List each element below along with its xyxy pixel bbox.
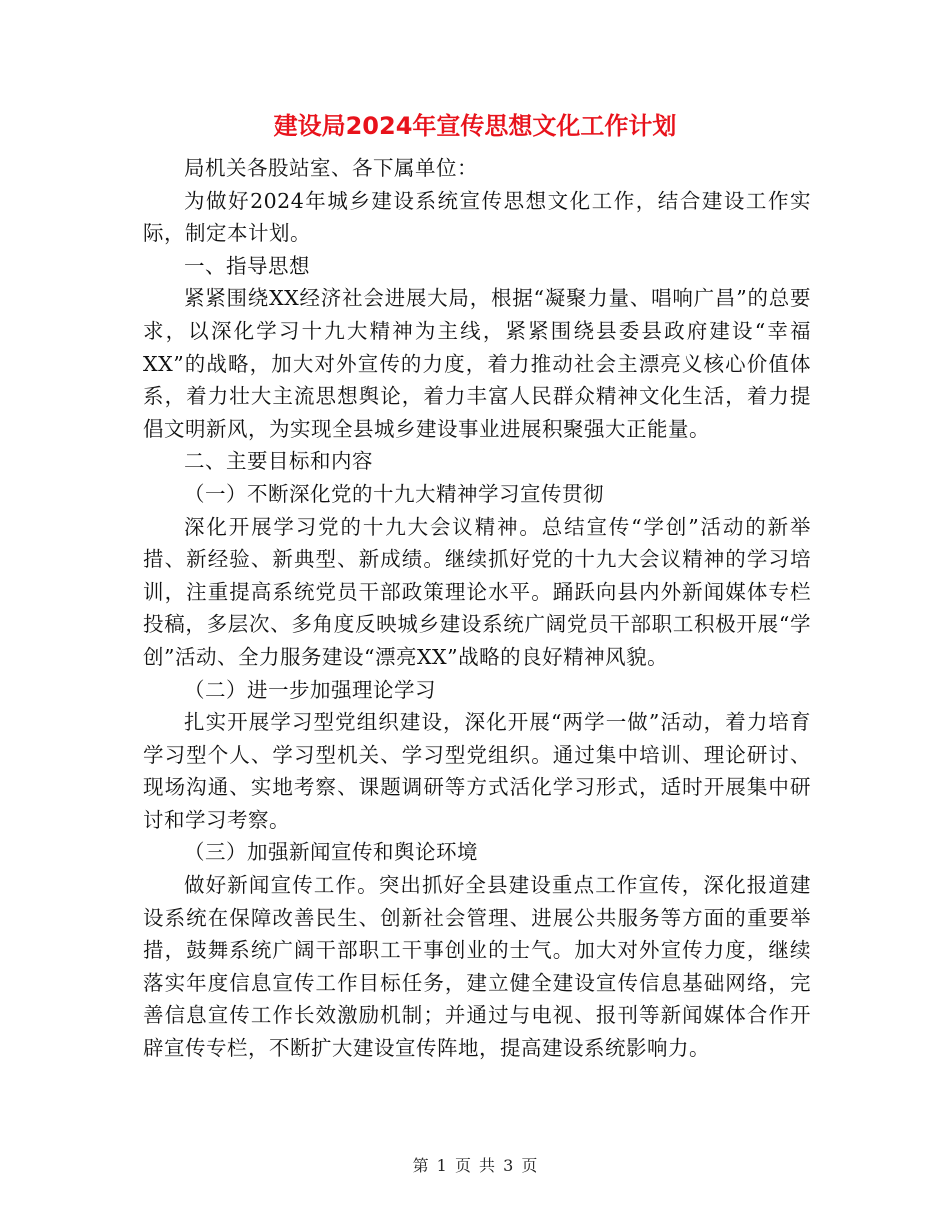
subsection-1-paragraph: 深化开展学习党的十九大会议精神。总结宣传“学创”活动的新举措、新经验、新典型、新成绩。继续抓好党的十九大会议精神的学习培训，注重提高系统党员干部政策理论水平。踊跃向县内外新闻媒体专栏投稿，多层次、多角度反映城乡建设系统广阔党员干部职工积极开展“学创”活动、全力服务建设“漂亮XX”战略的良好精神风貌。 — [143, 514, 811, 669]
section-heading-goals: 二、主要目标和内容 — [184, 449, 373, 474]
salutation: 局机关各股站室、各下属单位： — [184, 156, 478, 180]
document-title: 建设局2024年宣传思想文化工作计划 — [273, 112, 677, 140]
intro-paragraph: 为做好2024年城乡建设系统宣传思想文化工作，结合建设工作实际，制定本计划。 — [143, 188, 811, 246]
subsection-heading-3: （三）加强新闻宣传和舆论环境 — [184, 840, 478, 865]
subsection-heading-2: （二）进一步加强理论学习 — [184, 677, 436, 702]
document-body — [143, 152, 811, 1065]
guiding-thought-paragraph: 紧紧围绕XX经济社会进展大局，根据“凝聚力量、唱响广昌”的总要求，以深化学习十九大精神为主线，紧紧围绕县委县政府建设“幸福XX”的战略，加大对外宣传的力度，着力推动社会主漂亮义核心价值体系，着力壮大主流思想舆论，着力丰富人民群众精神文化生活，着力提倡文明新风，为实现全县城乡建设事业进展积聚强大正能量。 — [143, 286, 811, 441]
section-heading-guiding-thought: 一、指导思想 — [184, 253, 310, 278]
page-number-footer: 第 1 页 共 3 页 — [412, 1156, 538, 1175]
subsection-3-paragraph: 做好新闻宣传工作。突出抓好全县建设重点工作宣传，深化报道建设系统在保障改善民生、创新社会管理、进展公共服务等方面的重要举措，鼓舞系统广阔干部职工干事创业的士气。加大对外宣传力度，继续落实年度信息宣传工作目标任务，建立健全建设宣传信息基础网络，完善信息宣传工作长效激励机制；并通过与电视、报刊等新闻媒体合作开辟宣传专栏，不断扩大建设宣传阵地，提高建设系统影响力。 — [143, 873, 811, 1061]
subsection-2-paragraph: 扎实开展学习型党组织建设，深化开展“两学一做”活动，着力培育学习型个人、学习型机关、学习型党组织。通过集中培训、理论研讨、现场沟通、实地考察、课题调研等方式活化学习形式，适时开展集中研讨和学习考察。 — [143, 710, 811, 832]
subsection-heading-1: （一）不断深化党的十九大精神学习宣传贯彻 — [184, 481, 604, 506]
